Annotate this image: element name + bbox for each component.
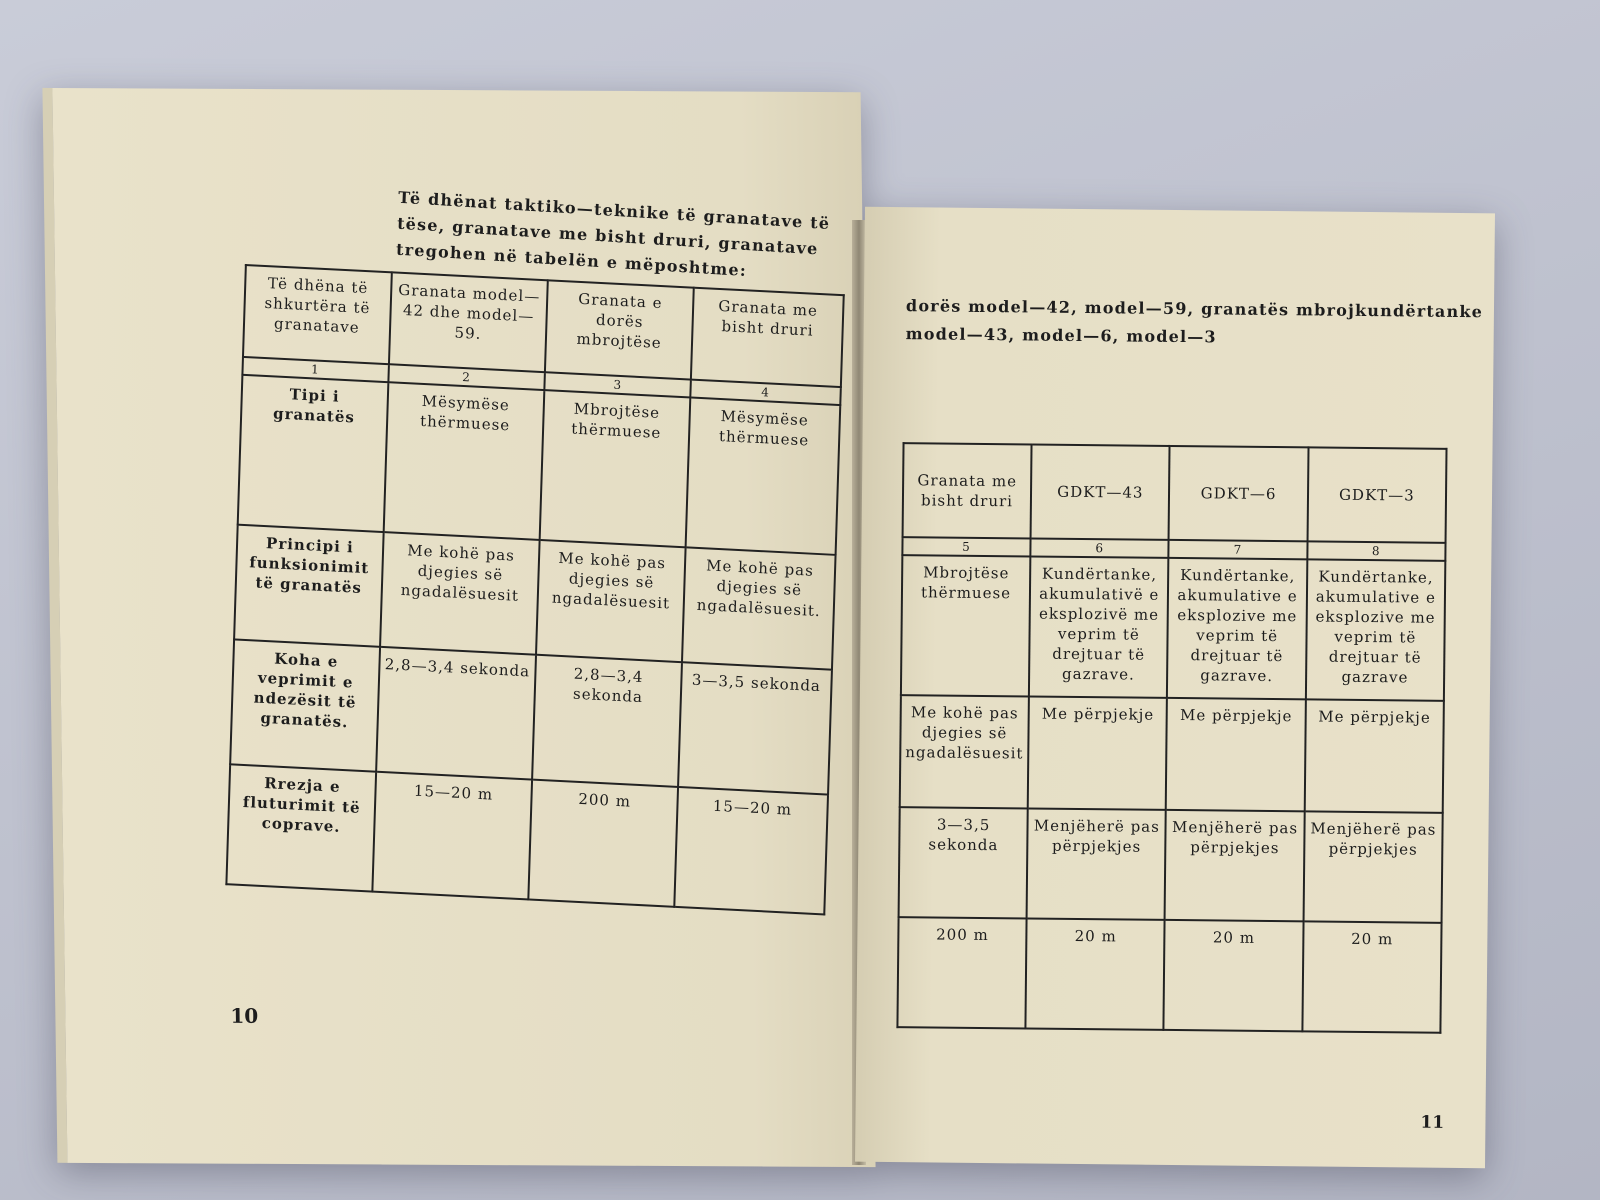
table-cell: 20 m <box>1164 920 1303 1031</box>
table-cell: Kundërtanke, akumulative e eksplozive me veprim të drejtuar të gazrave <box>1306 559 1446 700</box>
table-cell: Mësymëse thërmuese <box>383 382 544 540</box>
column-number: 7 <box>1169 540 1307 559</box>
table-cell: Kundërtanke, akumulative e eksplozive me veprim të drejtuar të gazrave. <box>1167 558 1307 699</box>
table-row <box>900 695 1444 813</box>
table-cell: 200 m <box>529 780 678 907</box>
table-cell: 3—3,5 sekonda <box>899 807 1028 918</box>
open-booklet <box>20 70 1500 1180</box>
header-cell: Granata me bisht druri <box>691 288 844 387</box>
table-cell: Me përpjekje <box>1028 696 1167 809</box>
table-cell: Mbrojtëse thërmuese <box>901 555 1031 696</box>
intro-text-continued: dorës model—42, model—59, granatës mbrojkundërtanke model—43, model—6, model—3 <box>905 296 1484 347</box>
row-label: Koha e veprimit e ndezësit të granatës. <box>230 639 379 771</box>
left-page <box>42 88 875 1167</box>
table-cell: 2,8—3,4 sekonda <box>532 655 681 787</box>
table-cell: Me kohë pas djegies së ngadalësuesit <box>536 540 685 662</box>
table-cell: Me kohë pas djegies së ngadalësuesit. <box>682 547 836 669</box>
table-cell: Me përpjekje <box>1166 698 1305 811</box>
row-label: Tipi i granatës <box>238 375 388 532</box>
header-cell: Granata model—42 dhe model—59. <box>389 272 549 372</box>
intro-text: Të dhënat taktiko—teknike të granatave të tëse, granatave me bisht druri, granatave tregohen në tabelën e mëposhtme: <box>395 187 831 281</box>
column-number: 8 <box>1307 541 1445 560</box>
table-cell: Menjëherë pas përpjekjes <box>1165 810 1304 921</box>
column-number: 3 <box>545 372 691 397</box>
table-cell: Me kohë pas djegies së ngadalësuesit <box>380 532 540 655</box>
row-label: Rrezja e fluturimit të coprave. <box>226 764 375 891</box>
column-number: 5 <box>902 537 1030 556</box>
header-cell: GDKT—3 <box>1307 447 1446 542</box>
table-cell: 20 m <box>1302 921 1441 1032</box>
column-number: 4 <box>690 380 841 406</box>
table-cell: Mësymëse thërmuese <box>686 398 841 555</box>
table-header-row <box>903 443 1447 543</box>
table-cell: Kundërtanke, akumulativë e eksplozivë me veprim të drejtuar të gazrave. <box>1029 556 1169 697</box>
table-cell: Mbrojtëse thërmuese <box>540 390 690 547</box>
table-cell: Me kohë pas djegies së ngadalësuesit <box>900 695 1029 808</box>
table-cell: 2,8—3,4 sekonda <box>376 647 537 780</box>
table-row <box>899 807 1443 923</box>
page-number: 11 <box>1420 1112 1445 1133</box>
table-row <box>897 917 1441 1033</box>
grenade-table-left <box>225 264 844 916</box>
grenade-table-right <box>896 442 1447 1034</box>
table-cell: Menjëherë pas përpjekjes <box>1027 808 1166 919</box>
table-cell: 200 m <box>897 917 1026 1028</box>
table-cell: 15—20 m <box>372 772 533 900</box>
table-cell: 15—20 m <box>674 787 828 914</box>
row-label: Principi i funksionimit të granatës <box>234 525 383 647</box>
header-cell: Të dhëna të shkurtëra të granatave <box>243 265 391 364</box>
right-page <box>855 207 1495 1169</box>
page-number: 10 <box>230 1003 259 1028</box>
header-cell: Granata me bisht druri <box>903 443 1032 538</box>
table-row <box>901 555 1445 701</box>
column-number: 2 <box>388 364 545 390</box>
table-row <box>238 375 841 555</box>
header-cell: GDKT—6 <box>1169 446 1308 541</box>
column-number: 1 <box>242 357 388 382</box>
table-cell: Menjëherë pas përpjekjes <box>1303 811 1442 922</box>
table-cell: 3—3,5 sekonda <box>678 662 832 794</box>
header-cell: Granata e dorës mbrojtëse <box>545 280 693 379</box>
column-number: 6 <box>1031 538 1169 557</box>
header-cell: GDKT—43 <box>1031 444 1170 539</box>
table-cell: Me përpjekje <box>1304 699 1443 812</box>
table-cell: 20 m <box>1026 918 1165 1029</box>
